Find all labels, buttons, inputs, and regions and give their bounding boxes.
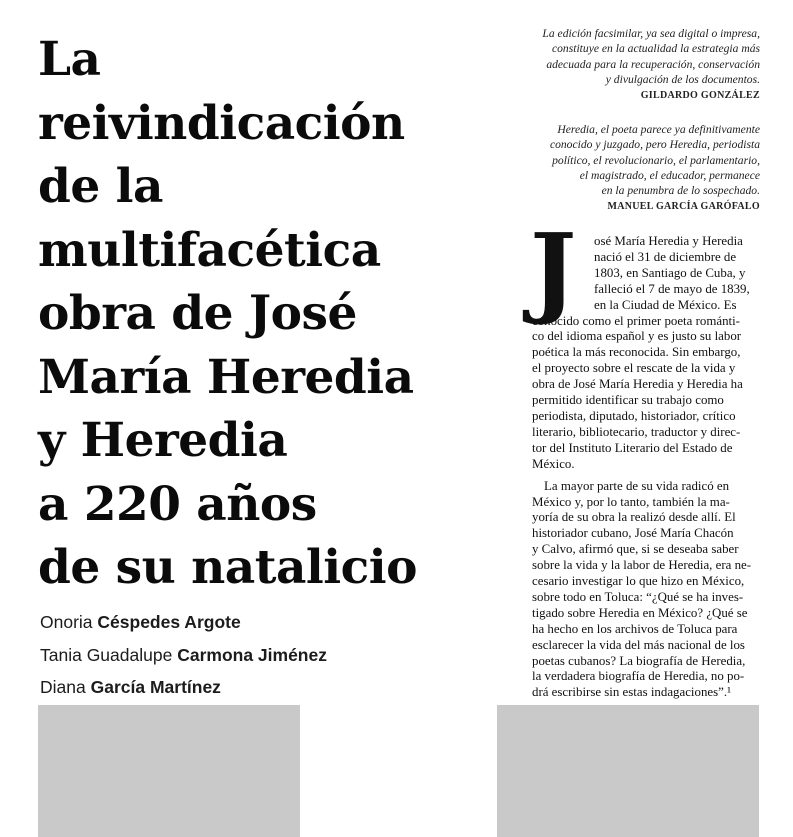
author-first-name: Diana [40, 677, 86, 697]
body-paragraph-1 [532, 234, 762, 473]
body-line: obra de José María Heredia y Heredia ha [532, 377, 743, 392]
epigraph-2 [460, 122, 760, 215]
epigraph-author: MANUEL GARCÍA GARÓFALO [607, 201, 760, 213]
body-line: drá escribirse sin estas indagaciones”.¹ [532, 685, 731, 700]
body-line: México. [532, 456, 575, 471]
epigraph-line: conocido y juzgado, pero Heredia, periodista [549, 138, 760, 152]
body-line: yoría de su obra la realizó desde allí. El [532, 510, 736, 525]
body-line: permitido identificar su trabajo como [532, 393, 724, 408]
title-line: y Heredia [38, 413, 288, 468]
author-1 [40, 612, 241, 633]
body-line: literario, bibliotecario, traductor y direc- [532, 424, 741, 439]
body-line: sobre todo en Toluca: “¿Qué se ha inves- [532, 589, 744, 604]
body-column [532, 234, 762, 701]
author-last-name: García Martínez [90, 677, 221, 697]
body-line: tigado sobre Heredia en México? ¿Qué se [532, 605, 748, 620]
author-last-name: Céspedes Argote [97, 612, 241, 632]
title-line: obra de José [38, 286, 357, 341]
epigraph-line: político, el revolucionario, el parlamentario, [552, 153, 760, 167]
body-paragraph-2 [532, 479, 762, 702]
title-line: María Heredia [38, 349, 414, 405]
body-line: ha hecho en los archivos de Toluca para [532, 621, 738, 636]
body-line: conocido como el primer poeta románti- [532, 313, 740, 328]
title-line: reivindicación [38, 95, 405, 151]
decorative-shape-left [38, 705, 300, 837]
body-line: La mayor parte de su vida radicó en [544, 478, 730, 493]
body-line: sobre la vida y la labor de Heredia, era ne- [532, 558, 752, 573]
body-line: nació el 31 de diciembre de [594, 249, 737, 264]
epigraph-line: y divulgación de los documentos. [605, 72, 760, 86]
drop-cap: J [530, 213, 577, 328]
epigraph-line: el magistrado, el educador, permanece [579, 168, 760, 182]
epigraph-line: adecuada para la recuperación, conservación [546, 57, 760, 71]
body-line: en la Ciudad de México. Es [594, 297, 737, 312]
epigraph-1 [460, 26, 760, 103]
body-line: esclarecer la vida del más nacional de los [532, 637, 745, 652]
article-title [38, 28, 518, 600]
body-line: tor del Instituto Literario del Estado de [532, 440, 733, 455]
epigraph-line: constituye en la actualidad la estrategia más [551, 42, 760, 56]
body-line: cesario investigar lo que hizo en México, [532, 574, 745, 589]
epigraph-line: La edición facsimilar, ya sea digital o impresa, [542, 27, 760, 40]
title-line: a 220 años [38, 476, 317, 532]
author-2 [40, 645, 327, 666]
author-last-name: Carmona Jiménez [177, 645, 327, 665]
title-line: La [38, 32, 101, 87]
body-line: poética la más reconocida. Sin embargo, [532, 345, 741, 360]
body-line: la verdadera biografía de Heredia, no po- [532, 669, 745, 684]
title-line: multifacética [38, 222, 381, 278]
body-line: 1803, en Santiago de Cuba, y [594, 265, 746, 280]
epigraph-author: GILDARDO GONZÁLEZ [640, 90, 760, 102]
body-line: periodista, diputado, historiador, crítico [532, 408, 736, 423]
title-line: de su natalicio [38, 540, 417, 595]
body-line: el proyecto sobre el rescate de la vida y [532, 361, 736, 376]
body-line: historiador cubano, José María Chacón [532, 526, 734, 541]
body-line: poetas cubanos? La biografía de Heredia, [532, 653, 746, 668]
body-line: co del idioma español y es justo su labor [532, 329, 742, 344]
author-3 [40, 677, 221, 698]
epigraph-line: en la penumbra de lo sospechado. [601, 184, 760, 198]
author-first-name: Tania Guadalupe [40, 645, 173, 665]
body-line: falleció el 7 de mayo de 1839, [594, 281, 750, 296]
epigraph-line: Heredia, el poeta parece ya definitivamente [557, 123, 760, 136]
body-line: y Calvo, afirmó que, si se deseaba saber [532, 542, 739, 557]
body-line: México y, por lo tanto, también la ma- [532, 494, 730, 509]
body-line: osé María Heredia y Heredia [594, 234, 743, 248]
decorative-shape-right [497, 705, 759, 837]
title-line: de la [38, 159, 163, 214]
author-first-name: Onoria [40, 612, 93, 632]
